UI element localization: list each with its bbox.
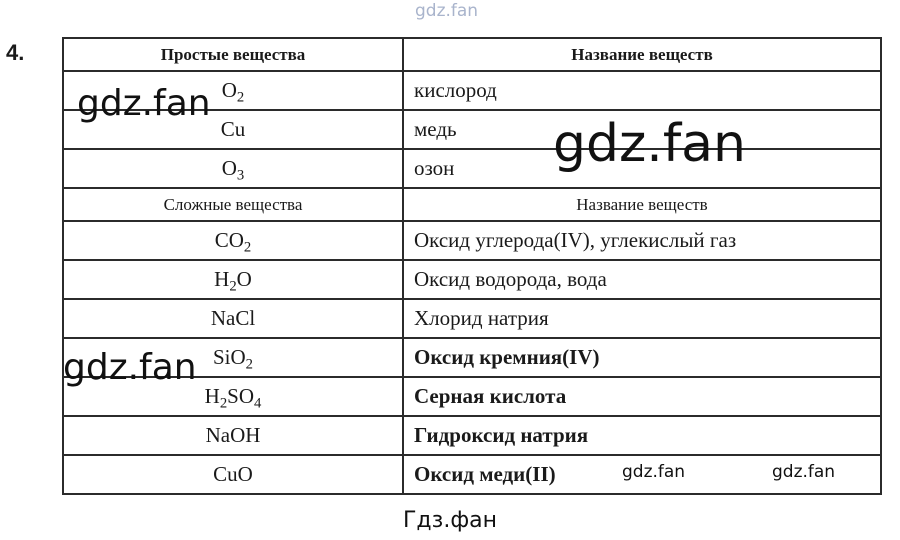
substance-row	[63, 149, 881, 188]
formula-part: Cu	[220, 117, 246, 141]
formula-cell	[63, 299, 403, 338]
task-number: 4.	[6, 40, 25, 65]
formula-cell	[63, 455, 403, 494]
formula-part: CO	[214, 228, 244, 252]
watermark-left-upper: gdz.fan	[77, 83, 211, 124]
formula-part: NaCl	[210, 306, 256, 330]
substance-row	[63, 260, 881, 299]
name-cell: медь	[403, 110, 881, 149]
name-cell: озон	[403, 149, 881, 188]
watermark-bottom-center: Гдз.фан	[403, 508, 497, 533]
formula-cell	[63, 416, 403, 455]
substance-row	[63, 416, 881, 455]
formula-part: O	[221, 78, 237, 102]
formula-subscript: 2	[219, 395, 228, 412]
formula-subscript: 4	[254, 395, 262, 412]
formula-subscript: 2	[229, 278, 237, 295]
name-cell: кислород	[403, 71, 881, 110]
formula-cell	[63, 260, 403, 299]
formula-part: SiO	[212, 345, 246, 369]
formula-part: O	[221, 156, 237, 180]
formula-cell	[63, 149, 403, 188]
formula-part: SO	[227, 384, 255, 408]
formula-part: O	[236, 267, 252, 291]
simple-substances-header: Простые вещества	[63, 38, 403, 71]
simple-names-header: Название веществ	[403, 38, 881, 71]
formula-cell	[63, 221, 403, 260]
formula-part: CuO	[213, 462, 253, 486]
substance-row	[63, 455, 881, 494]
name-cell: Оксид углерода(IV), углекислый газ	[403, 221, 881, 260]
complex-header-row	[63, 188, 881, 221]
formula-part: H	[204, 384, 220, 408]
substance-row	[63, 221, 881, 260]
formula-subscript: 2	[245, 356, 254, 373]
name-cell: Хлорид натрия	[403, 299, 881, 338]
name-cell: Оксид кремния(IV)	[403, 338, 881, 377]
simple-section	[63, 38, 881, 71]
name-cell: Гидроксид натрия	[403, 416, 881, 455]
name-cell: Серная кислота	[403, 377, 881, 416]
watermark-center-large: gdz.fan	[553, 114, 746, 174]
complex-substances-header: Сложные вещества	[63, 188, 403, 221]
watermark-left-lower: gdz.fan	[63, 347, 197, 388]
substance-row	[63, 299, 881, 338]
name-cell: Оксид водорода, вода	[403, 260, 881, 299]
simple-header-row	[63, 38, 881, 71]
watermark-bottom-mid: gdz.fan	[622, 462, 686, 482]
complex-section	[63, 188, 881, 221]
complex-names-header: Название веществ	[403, 188, 881, 221]
watermark-top: gdz.fan	[415, 1, 479, 21]
formula-subscript: 2	[243, 239, 252, 256]
formula-part: H	[214, 267, 230, 291]
formula-subscript: 3	[236, 167, 245, 184]
formula-part: NaOH	[205, 423, 261, 447]
name-cell: Оксид меди(II)	[403, 455, 881, 494]
formula-subscript: 2	[236, 89, 245, 106]
watermark-bottom-right: gdz.fan	[772, 462, 836, 482]
